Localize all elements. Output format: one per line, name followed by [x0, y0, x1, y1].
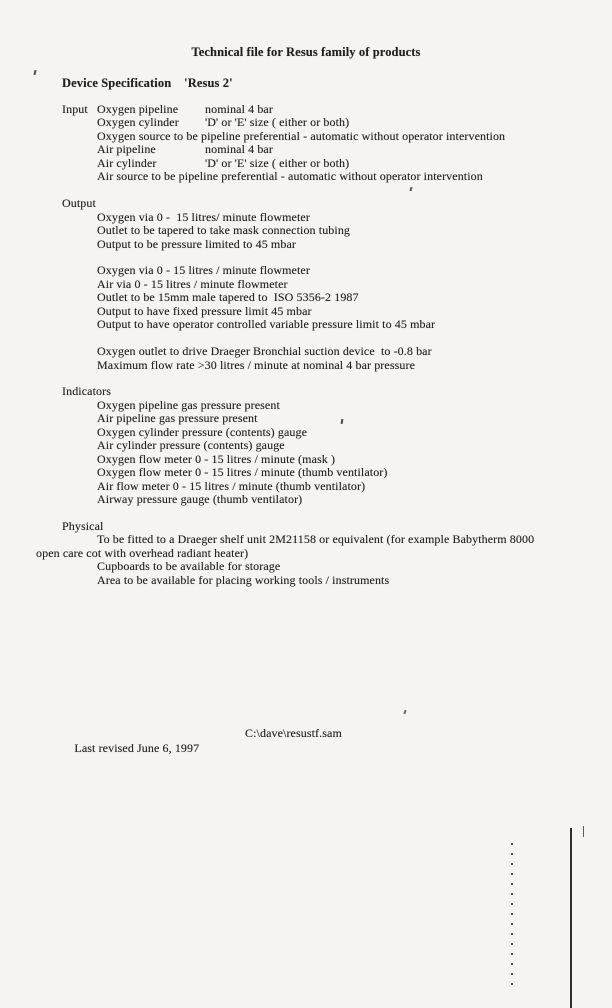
device-specification-heading: Device Specification 'Resus 2' [62, 76, 233, 90]
doc-line-text: Air via 0 - 15 litres / minute flowmeter [97, 276, 288, 291]
scan-artifact-vertical-tick [583, 826, 584, 837]
doc-line-text: Airway pressure gauge (thumb ventilator) [97, 492, 303, 507]
doc-line-value: 'D' or 'E' size ( either or both) [205, 155, 350, 170]
doc-line [97, 318, 582, 331]
doc-line [97, 291, 582, 304]
doc-line [97, 170, 582, 183]
doc-line [97, 345, 582, 358]
doc-line [97, 238, 582, 251]
doc-line-text: To be fitted to a Draeger shelf unit 2M21158 or equivalent (for example Babytherm 8000 [97, 532, 535, 547]
doc-line [97, 493, 582, 506]
doc-line-text: Output to be pressure limited to 45 mbar [97, 236, 296, 251]
doc-line-text: Maximum flow rate >30 litres / minute at nominal 4 bar pressure [97, 357, 415, 372]
doc-line [97, 453, 582, 466]
doc-line-text: Oxygen via 0 - 15 litres / minute flowmeter [97, 263, 310, 278]
doc-line-text: Oxygen flow meter 0 - 15 litres / minute (thumb ventilator) [97, 465, 388, 480]
document-sections [36, 102, 582, 587]
doc-line [97, 359, 582, 372]
scan-artifact-vertical-line [570, 828, 572, 1008]
section-group [36, 532, 582, 587]
doc-line [97, 278, 582, 291]
section-group [62, 345, 582, 372]
scan-artifact-speck-lower [403, 710, 406, 714]
doc-line-text: Oxygen outlet to drive Draeger Bronchial suction device to -0.8 bar [97, 344, 432, 359]
doc-line [97, 533, 582, 546]
section [62, 385, 582, 506]
doc-line-text: open care cot with overhead radiant heater) [36, 545, 249, 560]
doc-line [97, 466, 582, 479]
doc-line [97, 412, 582, 425]
doc-line [97, 264, 582, 277]
doc-line [97, 305, 582, 318]
doc-line-text: Oxygen source to be pipeline preferential - automatic without operator intervention [97, 128, 506, 143]
section [62, 197, 582, 372]
doc-line-term: Oxygen pipeline [97, 102, 179, 116]
doc-line-text: Outlet to be 15mm male tapered to ISO 5356-2 1987 [97, 290, 359, 305]
doc-line-text: Oxygen via 0 - 15 litres/ minute flowmeter [97, 209, 310, 224]
doc-line [97, 426, 582, 439]
doc-line-text: Oxygen flow meter 0 - 15 litres / minute (mask ) [97, 451, 336, 466]
doc-line [97, 143, 582, 156]
doc-line-text: Oxygen pipeline gas pressure present [97, 397, 280, 412]
section-group [62, 103, 582, 184]
doc-line-value: 'D' or 'E' size ( either or both) [205, 115, 350, 130]
section-label: Input [62, 102, 88, 116]
section-group [62, 211, 582, 251]
section [36, 518, 582, 587]
doc-line-term: Air cylinder [97, 155, 157, 170]
doc-line-term: Air pipeline [97, 142, 156, 157]
scan-artifact-dotted-column [511, 843, 513, 993]
doc-line-text: Area to be available for placing working tools / instruments [97, 572, 390, 587]
doc-line-text: Output to have operator controlled variable pressure limit to 45 mbar [97, 317, 436, 332]
doc-line [97, 224, 582, 237]
doc-line-text: Cupboards to be available for storage [97, 559, 281, 574]
document-title: Technical file for Resus family of products [191, 45, 421, 59]
doc-line-text: Outlet to be tapered to take mask connection tubing [97, 223, 351, 238]
doc-line-text: Air flow meter 0 - 15 litres / minute (thumb ventilator) [97, 478, 366, 493]
doc-line [97, 103, 582, 116]
doc-line-value: nominal 4 bar [205, 102, 273, 116]
doc-line-text: Air pipeline gas pressure present [97, 411, 258, 426]
footer-revision-date: Last revised June 6, 1997 [74, 741, 200, 755]
doc-line [97, 574, 582, 587]
doc-line [97, 157, 582, 170]
scan-artifact-speck-top-left [33, 70, 36, 75]
doc-line [97, 211, 582, 224]
section-label: Physical [62, 518, 104, 533]
doc-line-text: Output to have fixed pressure limit 45 mbar [97, 303, 312, 318]
section-label: Output [62, 196, 96, 211]
section-group [62, 399, 582, 507]
section-label: Indicators [62, 384, 111, 399]
doc-line-term: Oxygen cylinder [97, 115, 179, 130]
doc-line [97, 130, 582, 143]
doc-line [97, 399, 582, 412]
doc-line-text: Air cylinder pressure (contents) gauge [97, 438, 285, 453]
doc-line [97, 560, 582, 573]
doc-line [97, 116, 582, 129]
section-group [62, 264, 582, 331]
doc-line-text: Air source to be pipeline preferential - automatic without operator intervention [97, 169, 483, 184]
section [62, 103, 582, 184]
doc-line-value: nominal 4 bar [205, 142, 273, 157]
doc-line-text: Oxygen cylinder pressure (contents) gauge [97, 424, 308, 439]
doc-line [97, 480, 582, 493]
doc-line [97, 439, 582, 452]
footer-file-path: C:\dave\resustf.sam [245, 726, 342, 740]
document-footer [62, 726, 522, 786]
doc-line [36, 547, 582, 560]
